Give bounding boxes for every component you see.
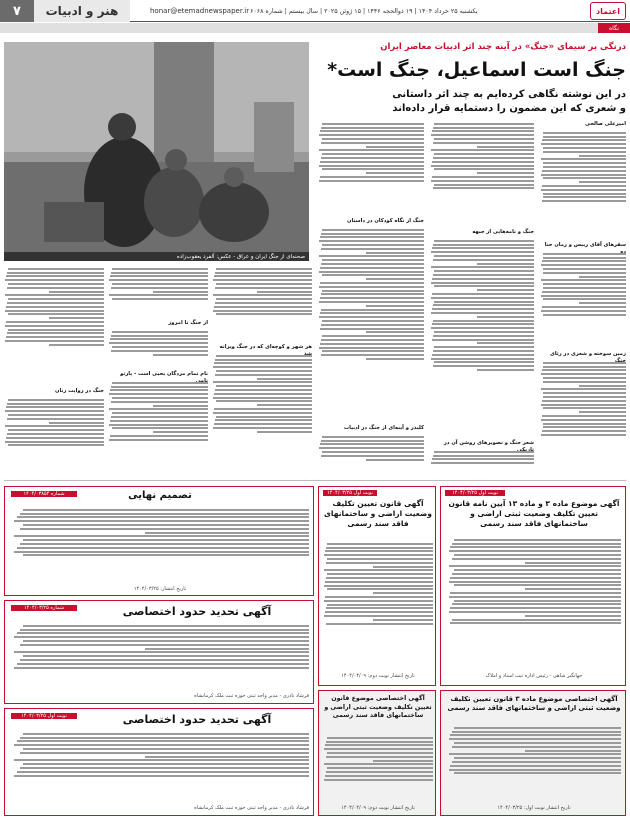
article-body-text xyxy=(318,121,424,216)
article-body-text xyxy=(430,238,534,438)
article-body-text xyxy=(4,397,104,475)
article-subhead: جنگ در روایت زنان xyxy=(55,388,104,394)
legal-notice-ad xyxy=(440,690,626,816)
notice-signature: تاریخ انتشار نوبت دوم: ۱۴۰۴/۰۴/۰۹ xyxy=(341,673,415,679)
article-subhead: هر شهر و کوچه‌ای که در جنگ ویرانه xyxy=(219,344,312,350)
notice-title: آگهی اختصاصی موضوع ماده ۳ قانون تعیین تکلیف وضعیت ثبتی اراضی و ساختمانهای فاقد سند رسمی xyxy=(447,695,621,712)
section-divider xyxy=(4,480,626,481)
article-body-text xyxy=(540,251,626,349)
article-body-text xyxy=(318,434,424,475)
legal-notice-ad xyxy=(318,690,436,816)
notice-body xyxy=(323,735,433,803)
article-body-text xyxy=(108,329,208,369)
legal-notice-ad xyxy=(4,600,314,704)
section-title: هنر و ادبیات xyxy=(34,0,130,22)
legal-notice-ad xyxy=(4,708,314,816)
article-body-text xyxy=(540,360,626,475)
article-body-text xyxy=(212,353,312,475)
article-body-text xyxy=(430,449,534,475)
article-kicker: درنگی بر سیمای «جنگ» در آینه چند اثر ادبیات معاصر ایران xyxy=(380,42,626,52)
notice-badge: شماره ۱۴۰۴/۰۳/۲۵ xyxy=(11,605,77,611)
legal-notice-ad xyxy=(4,486,314,596)
article-lead-line: و شعری که این مضمون را دستمایه قرار داده‌اند xyxy=(392,103,626,114)
header-strip xyxy=(0,23,630,33)
section-email[interactable]: honar@etemadnewspaper.ir xyxy=(150,7,250,15)
notice-body xyxy=(11,507,309,585)
notice-signature: تاریخ انتشار نوبت اول: ۱۴۰۴/۰۳/۲۵ xyxy=(497,805,571,811)
notice-body xyxy=(323,541,433,669)
notice-badge: نوبت اول ۱۴۰۴/۰۳/۲۵ xyxy=(445,490,505,496)
article-subhead: زمین سوخته و شعری در رثای xyxy=(550,351,626,357)
article-subhead: جنگ و نامه‌هایی از جبهه xyxy=(472,229,534,235)
newspaper-logo: اعتماد xyxy=(590,2,626,20)
notice-signature: تاریخ انتشار: ۱۴۰۴/۰۳/۲۵ xyxy=(133,586,187,592)
article-subhead: شعر جنگ و تصویرهای روشن آن در xyxy=(443,440,534,446)
legal-notice-ad xyxy=(440,486,626,686)
article-body-text xyxy=(212,266,312,342)
article-photo xyxy=(4,42,309,252)
date-line: یکشنبه ۲۵ خرداد ۱۴۰۴ | ۱۹ ذوالحجه ۱۴۴۶ | ۱۵ ژوئن ۲۰۲۵ | سال بیستم | شماره ۶۰۶۸ xyxy=(250,7,478,15)
notice-title: تصمیم نهایی xyxy=(128,490,192,501)
notice-body xyxy=(447,537,621,669)
page-number: ۷ xyxy=(0,0,34,22)
notice-title: آگهی قانون تعیین تکلیف وضعیت اراضی و ساختمانهای فاقد سند رسمی xyxy=(324,499,432,528)
notice-body xyxy=(11,731,309,803)
notice-signature: فرشاد نادری - مدیر واحد ثبتی حوزه ثبت ملک کرمانشاه xyxy=(194,693,309,699)
notice-signature: تاریخ انتشار نوبت دوم: ۱۴۰۴/۰۴/۰۹ xyxy=(341,805,415,811)
notice-body xyxy=(11,623,309,691)
article-title: جنگ است اسماعیل، جنگ است* xyxy=(327,59,626,81)
notice-body xyxy=(447,725,621,803)
author-name: امیرعلی صالحی xyxy=(585,121,626,127)
notice-signature: فرشاد نادری - مدیر واحد ثبتی حوزه ثبت ملک کرمانشاه xyxy=(194,805,309,811)
column-tag: نگاه xyxy=(598,23,630,33)
article-subhead: کلیدر و آینه‌ای از جنگ در ادبیات xyxy=(343,425,424,431)
article-lead xyxy=(318,88,626,116)
article-lead-line: در این نوشته نگاهی کرده‌ایم به چند اثر داستانی xyxy=(392,89,626,100)
notice-badge: نوبت اول ۱۴۰۴/۰۳/۲۵ xyxy=(323,490,377,496)
article-subhead: نام تمام مردگان یحیی است - پارتو xyxy=(120,371,208,377)
article-subhead: جنگ از نگاه کودکان در داستان xyxy=(347,218,424,224)
notice-badge: شماره ۱۴۰۴/۰۳۸۵۴ xyxy=(11,491,77,497)
notice-title: آگهی تحدید حدود اختصاصی xyxy=(122,605,272,618)
legal-notice-ad xyxy=(318,486,436,686)
article-body-text xyxy=(108,266,208,318)
article-body-text xyxy=(430,121,534,227)
article-body-text xyxy=(318,227,424,423)
article-body-text xyxy=(108,380,208,475)
article-subhead: سفرهای آقای رییس و رمان حنا xyxy=(544,242,626,248)
notice-title: آگهی اختصاصی موضوع قانون تعیین تکلیف وضعیت ثبتی اراضی و ساختمانهای فاقد سند رسمی xyxy=(324,695,432,719)
war-photo-illustration xyxy=(4,42,309,252)
photo-caption: صحنه‌ای از جنگ ایران و عراق - عکس: آلفرد یعقوب‌زاده xyxy=(4,252,309,261)
article-subhead: از جنگ تا امروز xyxy=(168,320,208,326)
notice-title: آگهی موضوع ماده ۳ و ماده ۱۳ آیین نامه قانون تعیین تکلیف وضعیت ثبتی اراضی و ساختمانهای فاقد سند رسمی xyxy=(448,499,620,528)
notice-badge: نوبت اول ۱۴۰۴/۰۳/۲۵ xyxy=(11,713,77,719)
notice-title: آگهی تحدید حدود اختصاصی xyxy=(122,713,272,726)
article-body-text xyxy=(4,266,104,386)
article-body-text xyxy=(540,130,626,240)
notice-signature: جهانگیر شاهی - رئیس اداره ثبت اسناد و املاک xyxy=(485,673,583,679)
